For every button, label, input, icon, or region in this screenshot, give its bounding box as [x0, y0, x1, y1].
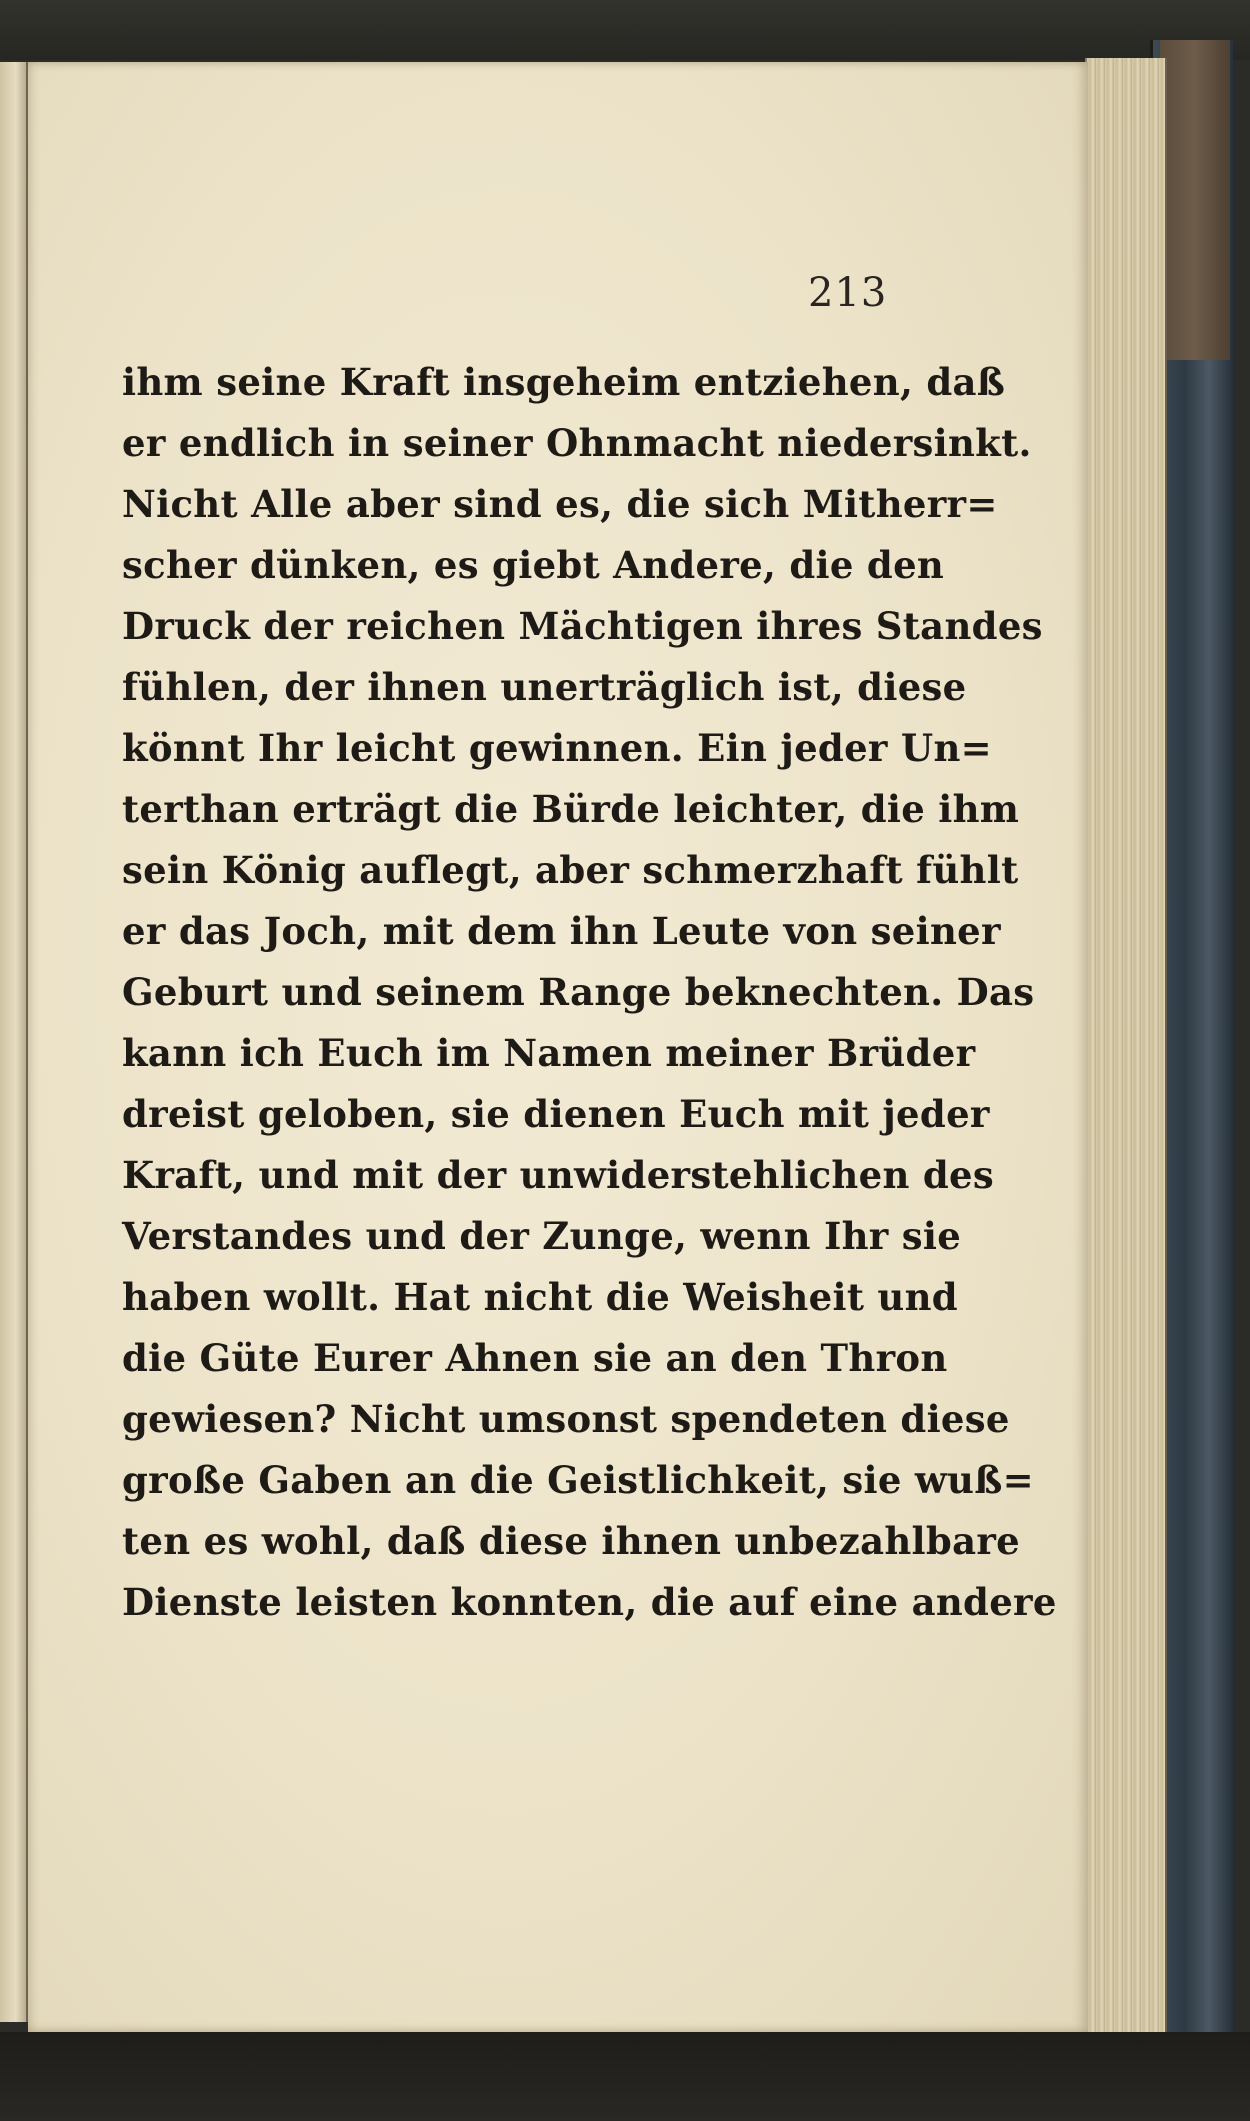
text-line: sein König auflegt, aber schmerzhaft fühlt	[122, 848, 1019, 892]
text-line: er das Joch, mit dem ihn Leute von seiner	[122, 909, 1001, 953]
previous-page-edge	[0, 62, 28, 2022]
text-line: ihm seine Kraft insgeheim entziehen, daß	[122, 360, 1006, 404]
text-line: haben wollt. Hat nicht die Weisheit und	[122, 1275, 958, 1319]
text-line: Nicht Alle aber sind es, die sich Mitherr=	[122, 482, 998, 526]
text-line: ten es wohl, daß diese ihnen unbezahlbare	[122, 1519, 1020, 1563]
scanner-background-bottom	[0, 2032, 1250, 2121]
page-number: 213	[808, 270, 888, 316]
text-line: dreist geloben, sie dienen Euch mit jeder	[122, 1092, 990, 1136]
scanner-background-top	[0, 0, 1250, 60]
text-line: große Gaben an die Geistlichkeit, sie wuß=	[122, 1458, 1034, 1502]
text-line: Verstandes und der Zunge, wenn Ihr sie	[122, 1214, 962, 1258]
text-line: Geburt und seinem Range beknechten. Das	[122, 970, 1035, 1014]
text-line: terthan erträgt die Bürde leichter, die ihm	[122, 787, 1020, 831]
text-line: fühlen, der ihnen unerträglich ist, diese	[122, 665, 967, 709]
text-line: Druck der reichen Mächtigen ihres Standes	[122, 604, 1043, 648]
text-line: gewiesen? Nicht umsonst spendeten diese	[122, 1397, 1010, 1441]
text-line: Kraft, und mit der unwiderstehlichen des	[122, 1153, 994, 1197]
text-line: Dienste leisten konnten, die auf eine andere	[122, 1580, 1057, 1624]
page-stack-edge	[1085, 58, 1167, 2048]
text-line: scher dünken, es giebt Andere, die den	[122, 543, 945, 587]
book-cover-leather	[1160, 40, 1230, 360]
text-line: kann ich Euch im Namen meiner Brüder	[122, 1031, 976, 1075]
body-text	[122, 352, 1057, 1633]
text-line: die Güte Eurer Ahnen sie an den Thron	[122, 1336, 948, 1380]
text-line: könnt Ihr leicht gewinnen. Ein jeder Un=	[122, 726, 992, 770]
text-line: er endlich in seiner Ohnmacht niedersinkt.	[122, 421, 1032, 465]
